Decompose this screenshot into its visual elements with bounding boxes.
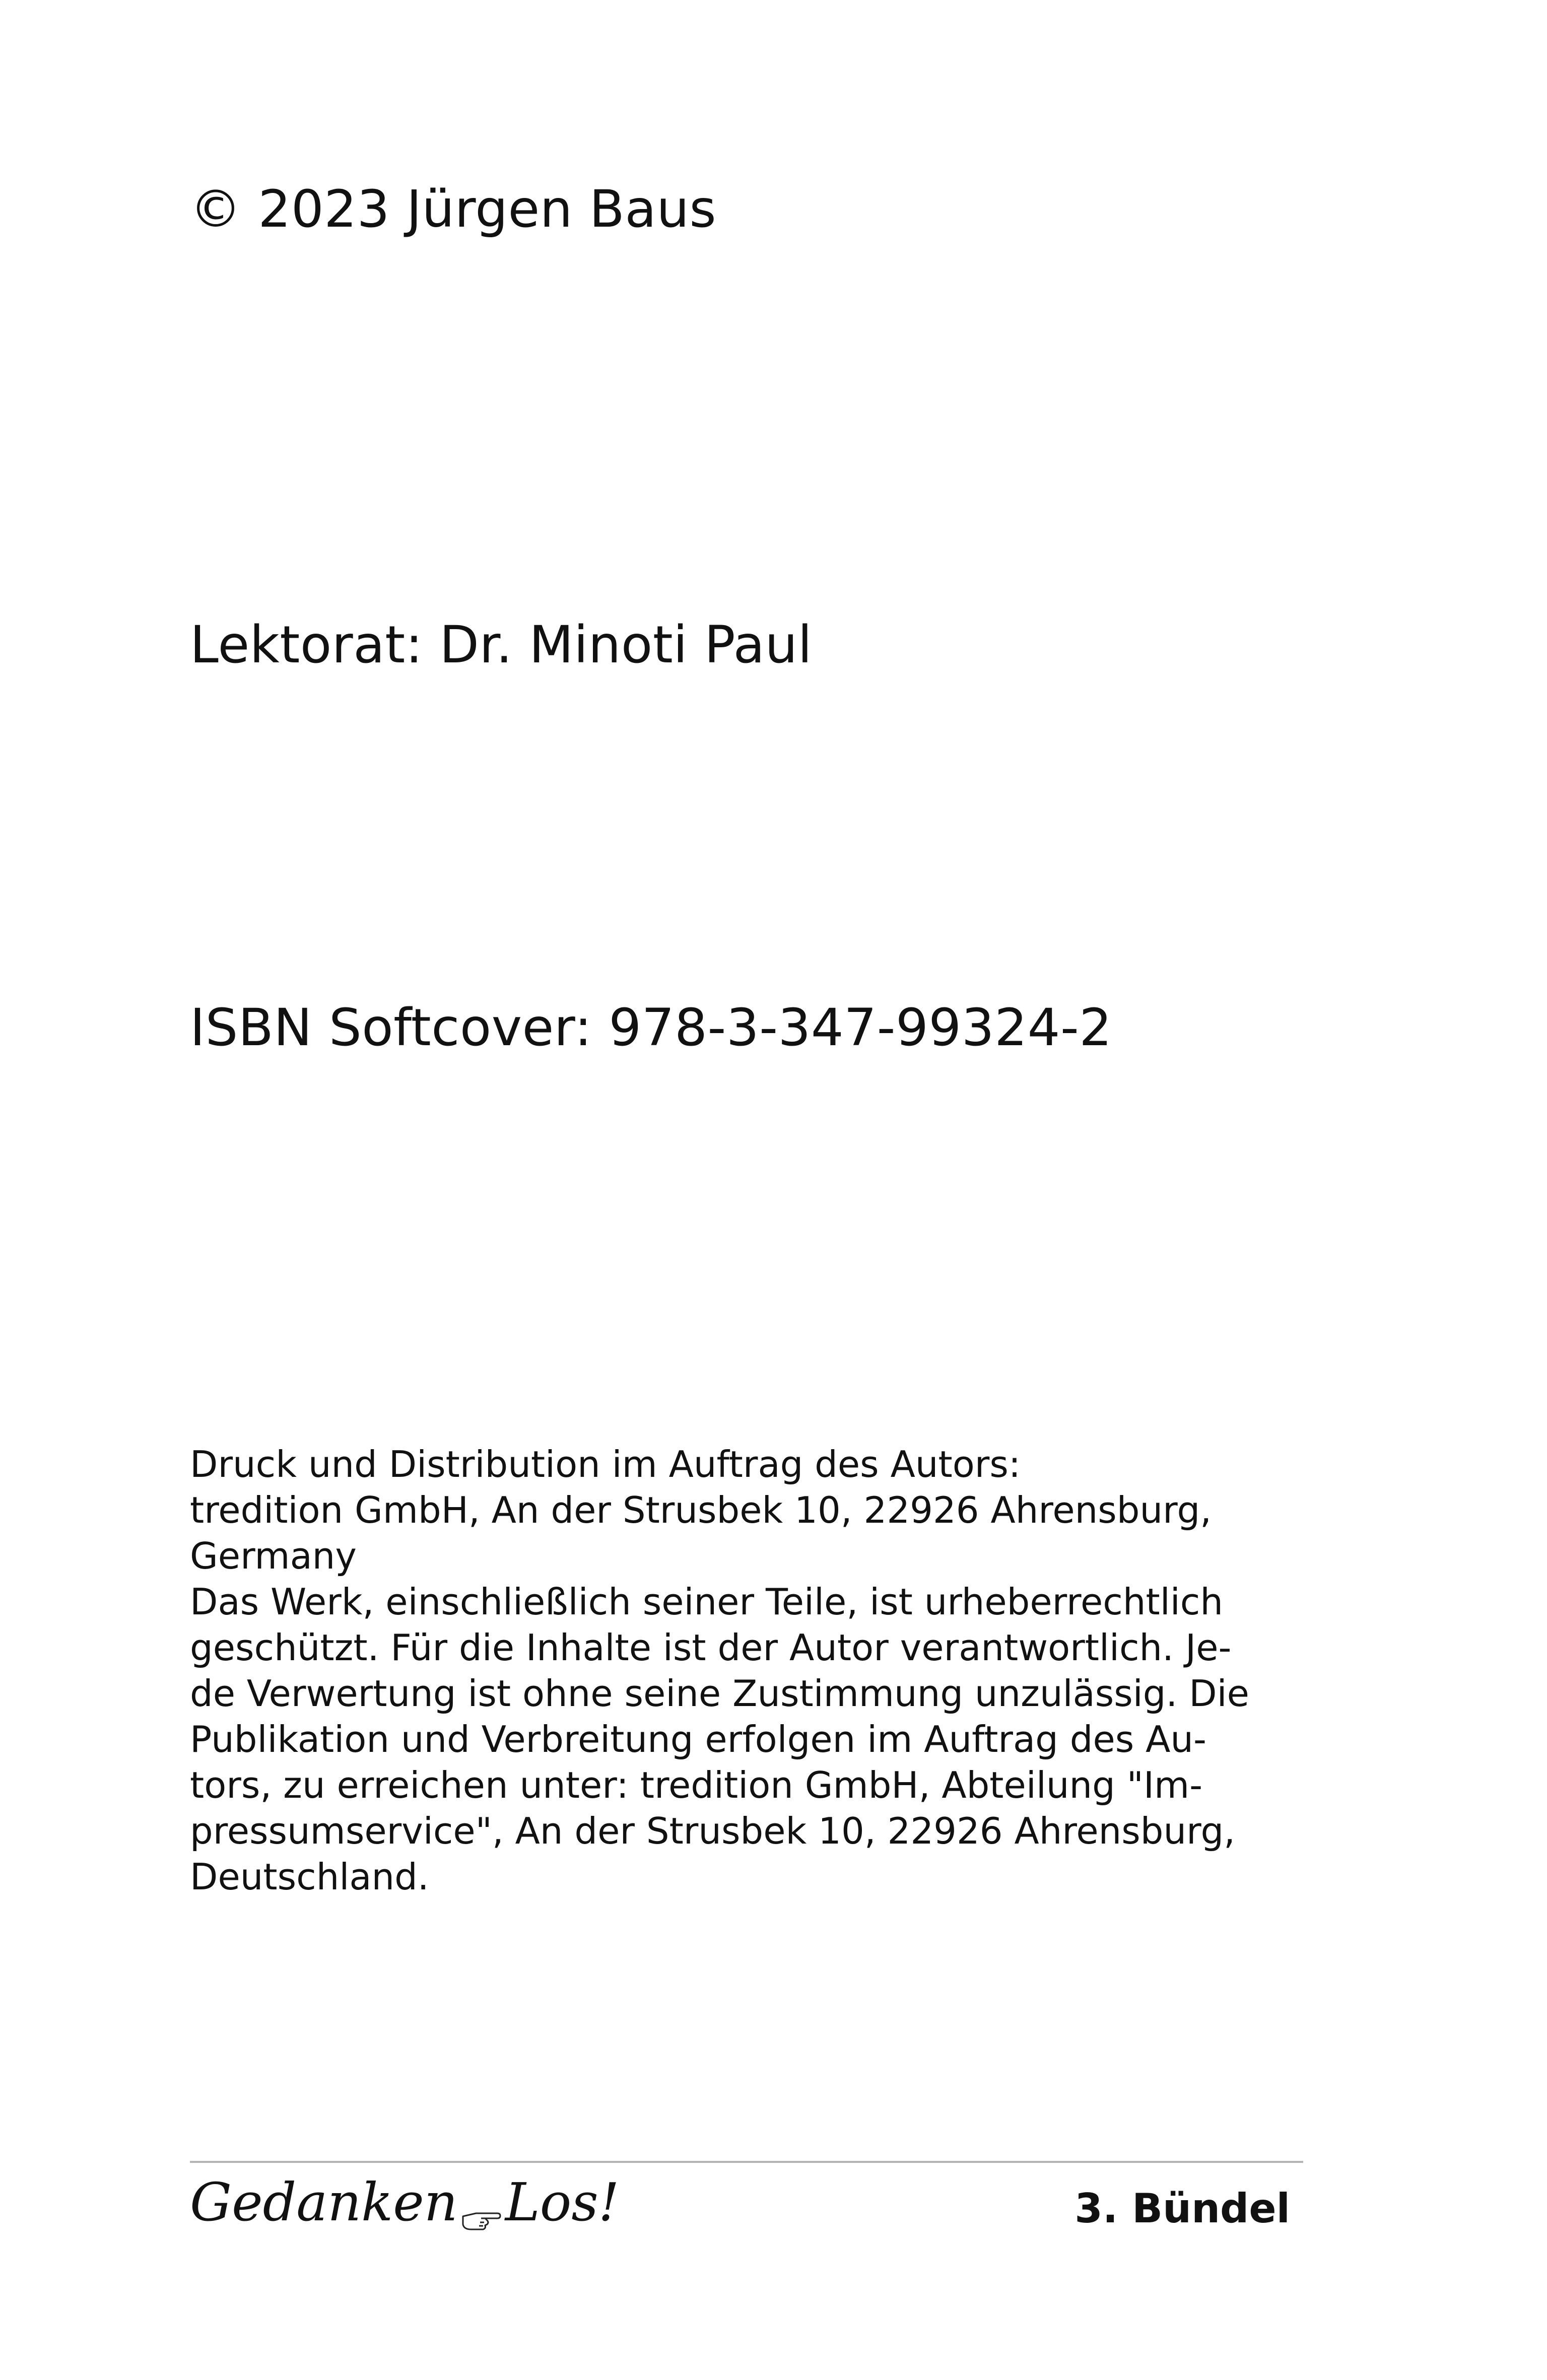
imprint-line: tors, zu erreichen unter: tredition GmbH, Abteilung "Im- — [190, 1764, 1203, 1806]
imprint-line: de Verwertung ist ohne seine Zustimmung unzulässig. Die — [190, 1672, 1249, 1715]
footer-book-title — [190, 2171, 620, 2233]
pointing-hand-icon — [461, 2187, 502, 2211]
imprint-line: Germany — [190, 1535, 357, 1577]
imprint-line: Das Werk, einschließlich seiner Teile, ist urheberrechtlich — [190, 1581, 1223, 1623]
imprint-block — [190, 1442, 1313, 1900]
footer-title-part2: Los! — [505, 2171, 620, 2233]
footer-volume-label: 3. Bündel — [1074, 2185, 1290, 2232]
imprint-line: Publikation und Verbreitung erfolgen im Auftrag des Au- — [190, 1718, 1207, 1760]
imprint-line: geschützt. Für die Inhalte ist der Autor verantwortlich. Je- — [190, 1626, 1232, 1669]
imprint-line: pressumservice", An der Strusbek 10, 22926 Ahrensburg, — [190, 1810, 1236, 1852]
footer-divider — [190, 2161, 1303, 2163]
copyright-line: © 2023 Jürgen Baus — [190, 179, 717, 239]
imprint-line: tredition GmbH, An der Strusbek 10, 22926 Ahrensburg, — [190, 1489, 1212, 1531]
editor-line: Lektorat: Dr. Minoti Paul — [190, 615, 813, 675]
isbn-line: ISBN Softcover: 978-3-347-99324-2 — [190, 998, 1112, 1058]
imprint-line: Druck und Distribution im Auftrag des Autors: — [190, 1443, 1021, 1485]
imprint-line: Deutschland. — [190, 1856, 429, 1898]
footer-title-part1: Gedanken — [190, 2171, 458, 2233]
